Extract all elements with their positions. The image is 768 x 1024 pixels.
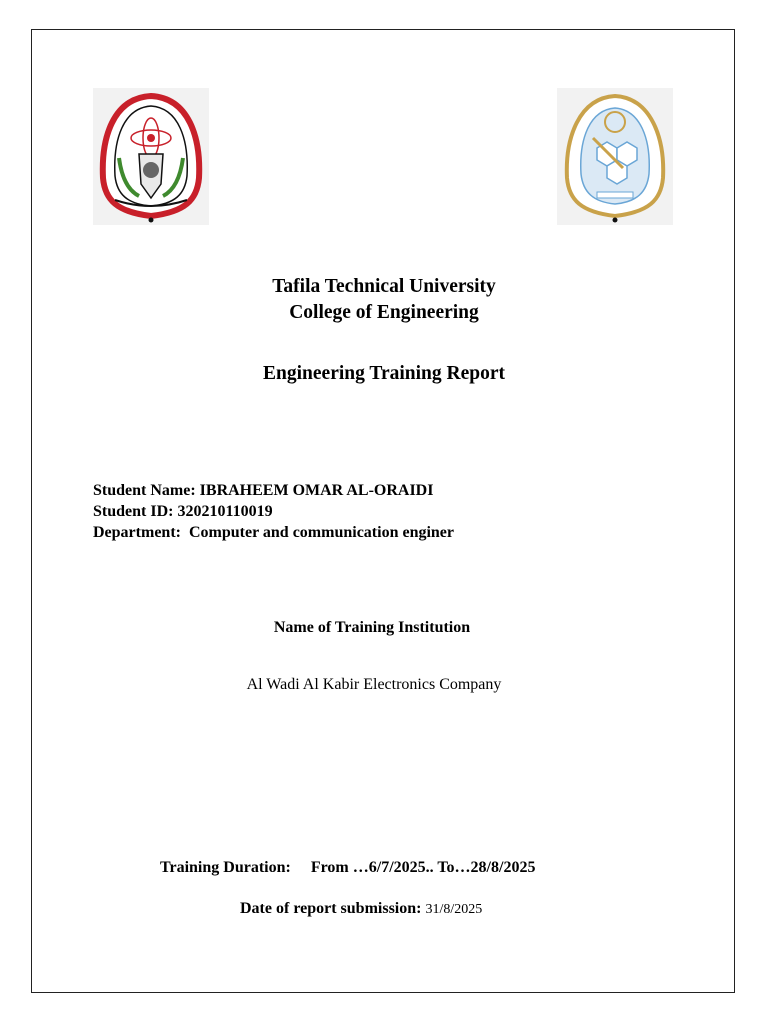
duration-label: Training Duration:	[160, 859, 291, 876]
student-id-value: 320210110019	[177, 503, 273, 520]
department-row	[93, 522, 454, 543]
student-name-label: Student Name:	[93, 482, 196, 499]
student-info	[93, 480, 454, 543]
training-duration	[160, 859, 535, 877]
duration-value: From …6/7/2025.. To…28/8/2025	[310, 859, 536, 876]
department-value: Computer and communication enginer	[188, 524, 455, 541]
institution-heading: Name of Training Institution	[273, 619, 471, 636]
engineering-logo-right	[557, 88, 673, 225]
report-submission	[240, 900, 482, 918]
report-title: Engineering Training Report	[263, 363, 505, 384]
institution-name: Al Wadi Al Kabir Electronics Company	[246, 676, 502, 693]
student-id-row	[93, 501, 454, 522]
student-name-row	[93, 480, 454, 501]
ttu-logo-left	[93, 88, 209, 225]
student-id-label: Student ID:	[93, 503, 174, 520]
student-name-value: IBRAHEEM OMAR AL-ORAIDI	[199, 482, 434, 499]
college-title: College of Engineering	[289, 302, 479, 323]
submission-date: 31/8/2025	[425, 902, 483, 917]
university-title: Tafila Technical University	[272, 276, 496, 297]
submission-label: Date of report submission:	[240, 900, 422, 917]
department-label: Department:	[93, 524, 181, 541]
